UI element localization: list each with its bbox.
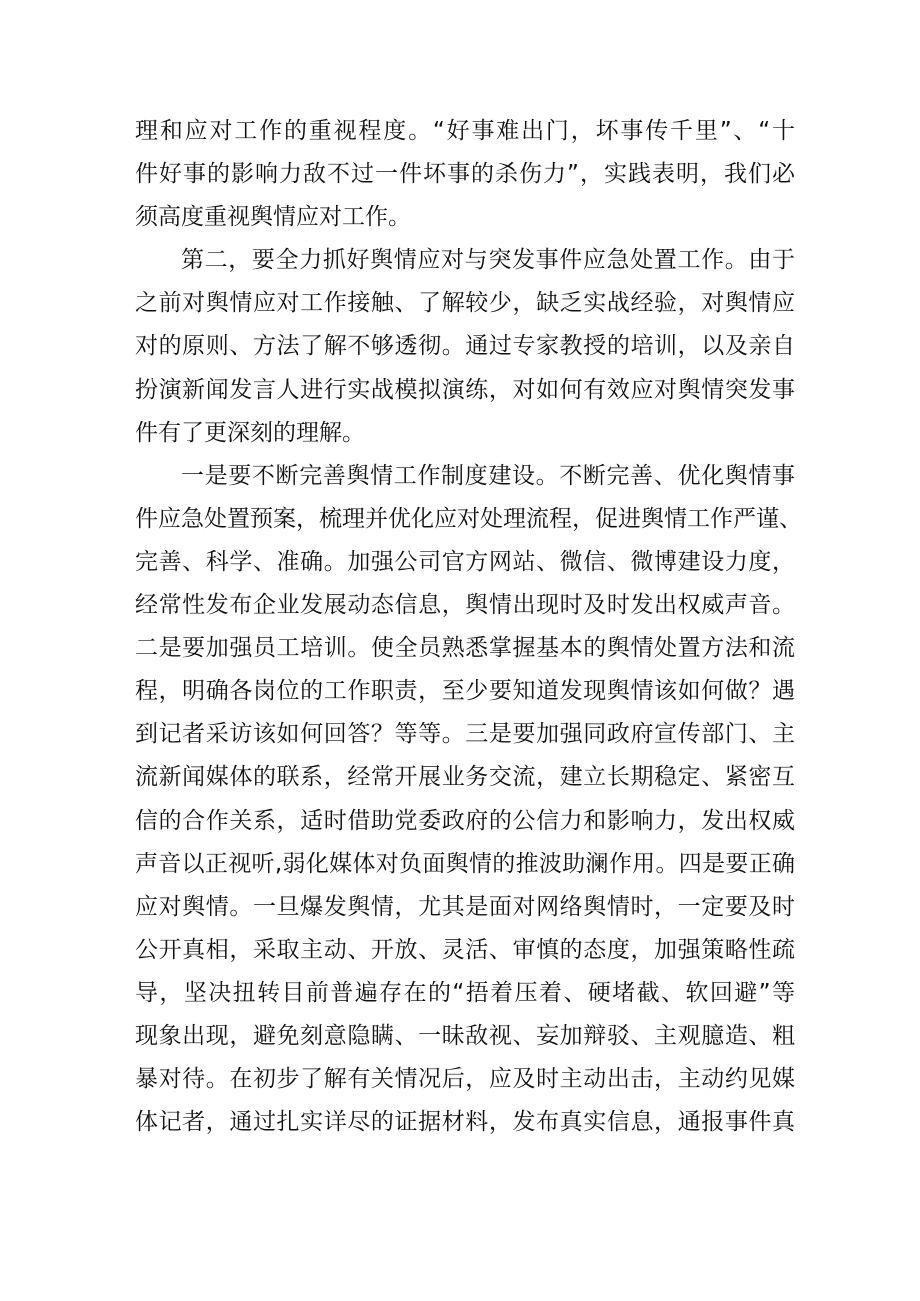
text-line: 对的原则、方法了解不够透彻。通过专家教授的培训，以及亲自	[135, 333, 795, 360]
text-line: 完善、科学、准确。加强公司官方网站、微信、微博建设力度，	[135, 548, 795, 575]
text-line: 流新闻媒体的联系，经常开展业务交流，建立长期稳定、紧密互	[135, 764, 795, 791]
text-line: 经常性发布企业发展动态信息，舆情出现时及时发出权威声音。	[135, 592, 795, 619]
text-line: 件好事的影响力敌不过一件坏事的杀伤力”，实践表明，我们必	[135, 161, 795, 188]
body-text	[135, 110, 802, 1144]
text-line: 扮演新闻发言人进行实战模拟演练，对如何有效应对舆情突发事	[135, 376, 795, 403]
text-line: 之前对舆情应对工作接触、了解较少，缺乏实战经验，对舆情应	[135, 290, 795, 317]
text-line: 程，明确各岗位的工作职责，至少要知道发现舆情该如何做？遇	[135, 678, 795, 705]
text-line: 导，坚决扭转目前普遍存在的“捂着压着、硬堵截、软回避”等	[135, 979, 795, 1006]
paragraph-start-line: 一是要不断完善舆情工作制度建设。不断完善、优化舆情事	[181, 462, 795, 489]
text-line: 到记者采访该如何回答？等等。三是要加强同政府宣传部门、主	[135, 721, 795, 748]
text-line: 暴对待。在初步了解有关情况后，应及时主动出击，主动约见媒	[135, 1066, 795, 1093]
text-line: 声音以正视听,弱化媒体对负面舆情的推波助澜作用。四是要正确	[135, 850, 795, 877]
text-line: 应对舆情。一旦爆发舆情，尤其是面对网络舆情时，一定要及时	[135, 893, 795, 920]
text-line: 公开真相，采取主动、开放、灵活、审慎的态度，加强策略性疏	[135, 936, 795, 963]
text-line: 须高度重视舆情应对工作。	[135, 204, 411, 231]
text-line: 理和应对工作的重视程度。“好事难出门，坏事传千里”、“十	[135, 118, 795, 144]
text-line: 现象出现，避免刻意隐瞒、一昧敌视、妄加辩驳、主观臆造、粗	[135, 1022, 795, 1049]
text-line: 信的合作关系，适时借助党委政府的公信力和影响力，发出权威	[135, 807, 795, 834]
text-line: 二是要加强员工培训。使全员熟悉掌握基本的舆情处置方法和流	[135, 635, 795, 662]
text-line: 件有了更深刻的理解。	[135, 419, 365, 446]
paragraph-start-line: 第二，要全力抓好舆情应对与突发事件应急处置工作。由于	[181, 247, 795, 274]
text-line: 件应急处置预案，梳理并优化应对处理流程，促进舆情工作严谨、	[135, 505, 802, 532]
text-line: 体记者，通过扎实详尽的证据材料，发布真实信息，通报事件真	[135, 1109, 795, 1136]
